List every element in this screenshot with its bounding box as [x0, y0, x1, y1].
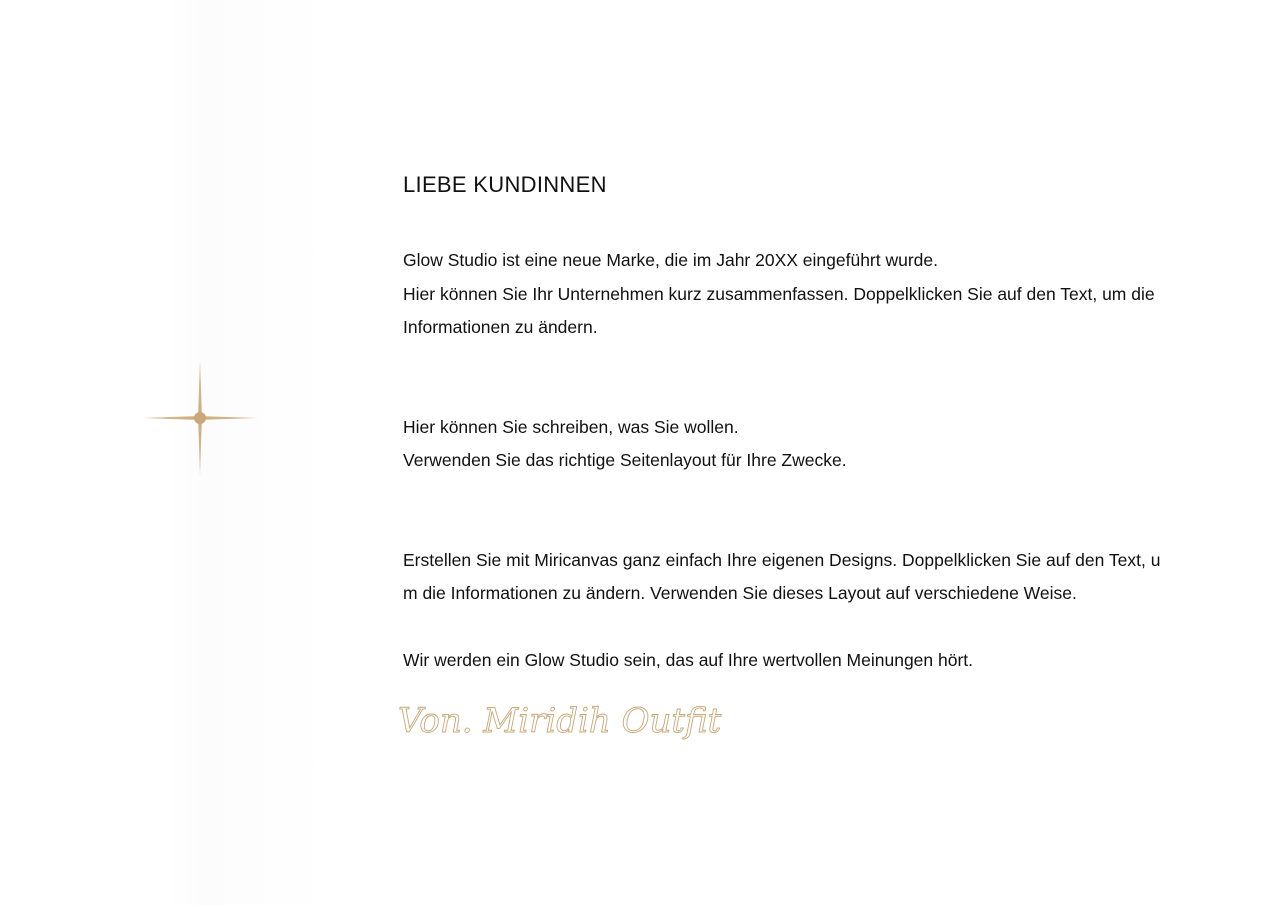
- paragraph-closing: [403, 644, 1163, 678]
- paragraph-line: Hier können Sie schreiben, was Sie wollen.: [403, 416, 739, 437]
- paragraph-design: [403, 544, 1163, 611]
- paragraph-line: Wir werden ein Glow Studio sein, das auf Ihre wertvollen Meinungen hört.: [403, 649, 974, 670]
- sparkle-star-icon: [140, 358, 260, 478]
- paragraph-layout: [403, 411, 1163, 478]
- paragraph-line: Hier können Sie Ihr Unternehmen kurz zusammenfassen. Doppelklicken Sie auf den Text, um die Informationen zu ändern.: [403, 283, 1155, 337]
- paragraph-line: Glow Studio ist eine neue Marke, die im Jahr 20XX eingeführt wurde.: [403, 250, 939, 270]
- paragraph-line: Erstellen Sie mit Miricanvas ganz einfach Ihre eigenen Designs. Doppelklicken Sie auf den Text, um die Informationen zu ändern. Verwenden Sie dieses Layout auf verschiedene Weise.: [403, 549, 1161, 603]
- paragraph-intro: [403, 244, 1163, 345]
- paragraph-line: Verwenden Sie das richtige Seitenlayout für Ihre Zwecke.: [403, 450, 847, 470]
- signature-text: Von. Miridih Outfit: [398, 701, 722, 741]
- letter-body: [403, 170, 1163, 677]
- signature: [396, 692, 722, 762]
- letter-title: LIEBE KUNDINNEN: [403, 172, 607, 197]
